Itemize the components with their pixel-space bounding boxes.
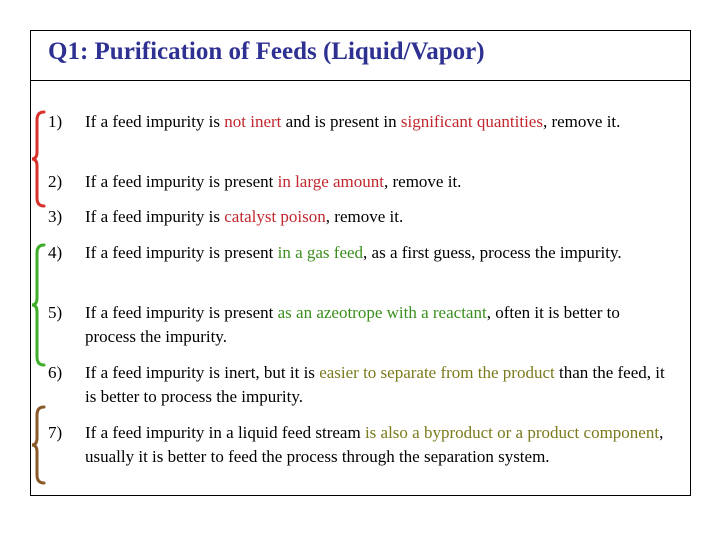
green-brace-icon: [30, 243, 46, 367]
highlight-phrase: significant quantities: [400, 112, 543, 131]
item-text: If a feed impurity is present as an azeotrope with a reactant, often it is better to process the impurity.: [85, 303, 620, 346]
title-divider: [31, 80, 690, 81]
brown-brace-icon: [30, 405, 46, 485]
item-text: If a feed impurity is catalyst poison, remove it.: [85, 207, 404, 226]
item-number: 2): [48, 172, 63, 191]
highlight-phrase: in a gas feed: [277, 243, 364, 262]
highlight-phrase: easier to separate from the product: [319, 363, 555, 382]
item-number: 7): [48, 423, 63, 442]
item-number: 4): [48, 243, 63, 262]
highlight-phrase: not inert: [224, 112, 282, 131]
highlight-phrase: in large amount: [277, 172, 384, 191]
item-text: If a feed impurity is not inert and is present in significant quantities, remove it.: [85, 112, 621, 131]
red-brace-icon: [30, 110, 46, 208]
highlight-phrase: as an azeotrope with a reactant: [277, 303, 487, 322]
item-text: If a feed impurity is present in large amount, remove it.: [85, 172, 462, 191]
highlight-phrase: catalyst poison: [224, 207, 326, 226]
item-number: 3): [48, 207, 63, 226]
highlight-phrase: is also a byproduct or a product component: [364, 423, 660, 442]
item-text: If a feed impurity is inert, but it is easier to separate from the product than the feed, it is better to process the impurity.: [85, 363, 665, 406]
item-number: 1): [48, 112, 63, 131]
item-text: If a feed impurity is present in a gas feed, as a first guess, process the impurity.: [85, 243, 622, 262]
slide-title: Q1: Purification of Feeds (Liquid/Vapor): [48, 38, 485, 65]
item-number: 5): [48, 303, 63, 322]
item-text: If a feed impurity in a liquid feed stream is also a byproduct or a product component, usually it is better to feed the process through the separation system.: [85, 423, 664, 466]
item-number: 6): [48, 363, 63, 382]
